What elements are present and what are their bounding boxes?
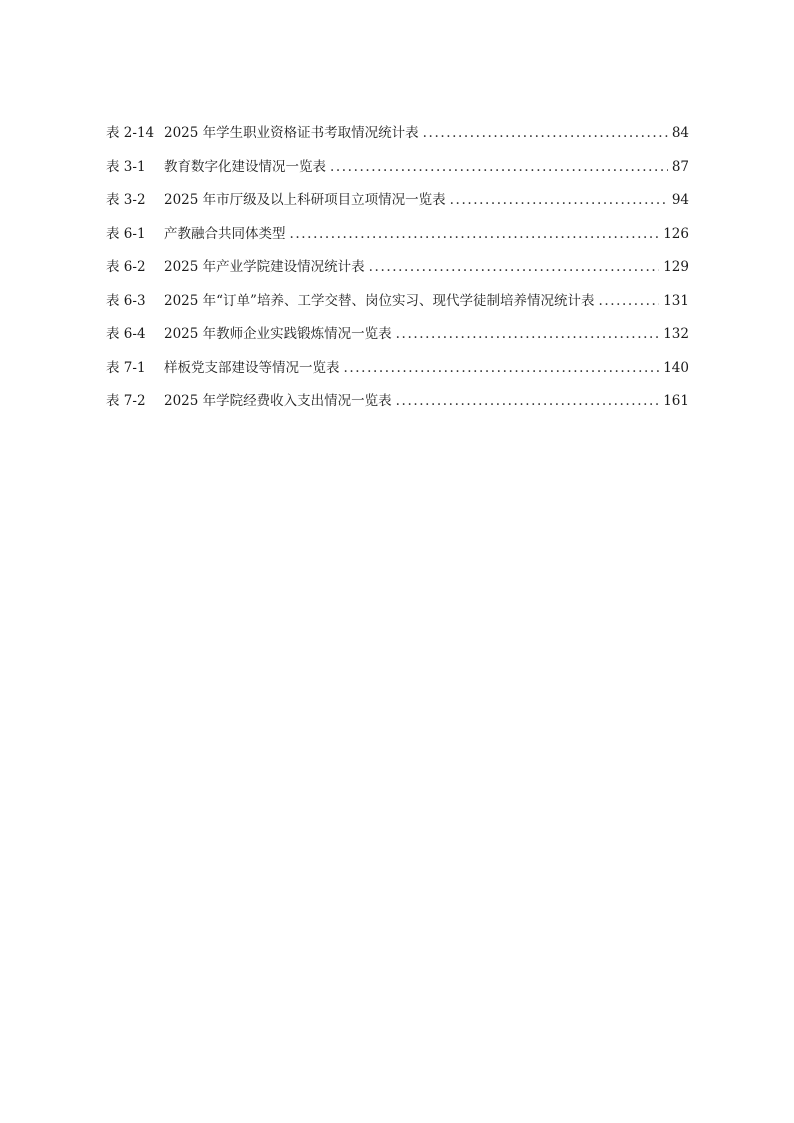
toc-entry-page: 161 (663, 393, 689, 409)
toc-entry-label: 表 3-1 (106, 158, 146, 175)
toc-entry-title: 2025 年产业学院建设情况统计表 (164, 259, 365, 275)
toc-entry[interactable] (106, 156, 689, 190)
toc-entry-page: 132 (663, 326, 689, 342)
toc-leader-dots (330, 156, 668, 178)
toc-entry-label: 表 6-3 (106, 292, 146, 309)
toc-entry-page: 129 (663, 259, 689, 275)
toc-entry-page: 84 (671, 125, 689, 141)
toc-entry[interactable] (106, 189, 689, 223)
toc-leader-dots (423, 122, 668, 144)
toc-entry-title: 2025 年市厅级及以上科研项目立项情况一览表 (164, 192, 446, 208)
toc-entry-page: 140 (663, 359, 689, 376)
toc-entry-title: 教育数字化建设情况一览表 (164, 158, 326, 175)
toc-entry-title: 2025 年“订单”培养、工学交替、岗位实习、现代学徒制培养情况统计表 (164, 292, 595, 309)
toc-entry-page: 94 (671, 192, 689, 208)
toc-entry-title: 2025 年学院经费收入支出情况一览表 (164, 393, 392, 409)
toc-entry[interactable] (106, 323, 689, 357)
toc-entry-label: 表 7-2 (106, 393, 146, 409)
toc-entry-page: 126 (663, 225, 689, 242)
toc-entry-label: 表 3-2 (106, 192, 146, 208)
toc-entry-title: 样板党支部建设等情况一览表 (164, 359, 340, 376)
toc-entry-page: 87 (671, 158, 689, 175)
toc-entry-page: 131 (663, 292, 689, 309)
toc-entry-label: 表 6-4 (106, 326, 146, 342)
toc-entry-title: 2025 年教师企业实践锻炼情况一览表 (164, 326, 392, 342)
toc-leader-dots (369, 256, 660, 278)
toc-leader-dots (396, 390, 660, 412)
toc-entry-title: 2025 年学生职业资格证书考取情况统计表 (164, 125, 419, 141)
table-of-tables (106, 122, 689, 424)
toc-entry-title: 产教融合共同体类型 (164, 225, 286, 242)
toc-leader-dots (290, 223, 660, 245)
toc-entry[interactable] (106, 290, 689, 324)
toc-entry-label: 表 2-14 (106, 125, 155, 141)
toc-entry[interactable] (106, 223, 689, 257)
toc-leader-dots (396, 323, 660, 345)
toc-entry-label: 表 7-1 (106, 359, 146, 376)
toc-entry-label: 表 6-2 (106, 259, 146, 275)
toc-entry[interactable] (106, 256, 689, 290)
toc-leader-dots (450, 189, 668, 211)
toc-leader-dots (344, 357, 660, 379)
toc-entry[interactable] (106, 357, 689, 391)
toc-entry[interactable] (106, 122, 689, 156)
toc-entry[interactable] (106, 390, 689, 424)
toc-entry-label: 表 6-1 (106, 225, 146, 242)
toc-leader-dots (598, 290, 659, 312)
